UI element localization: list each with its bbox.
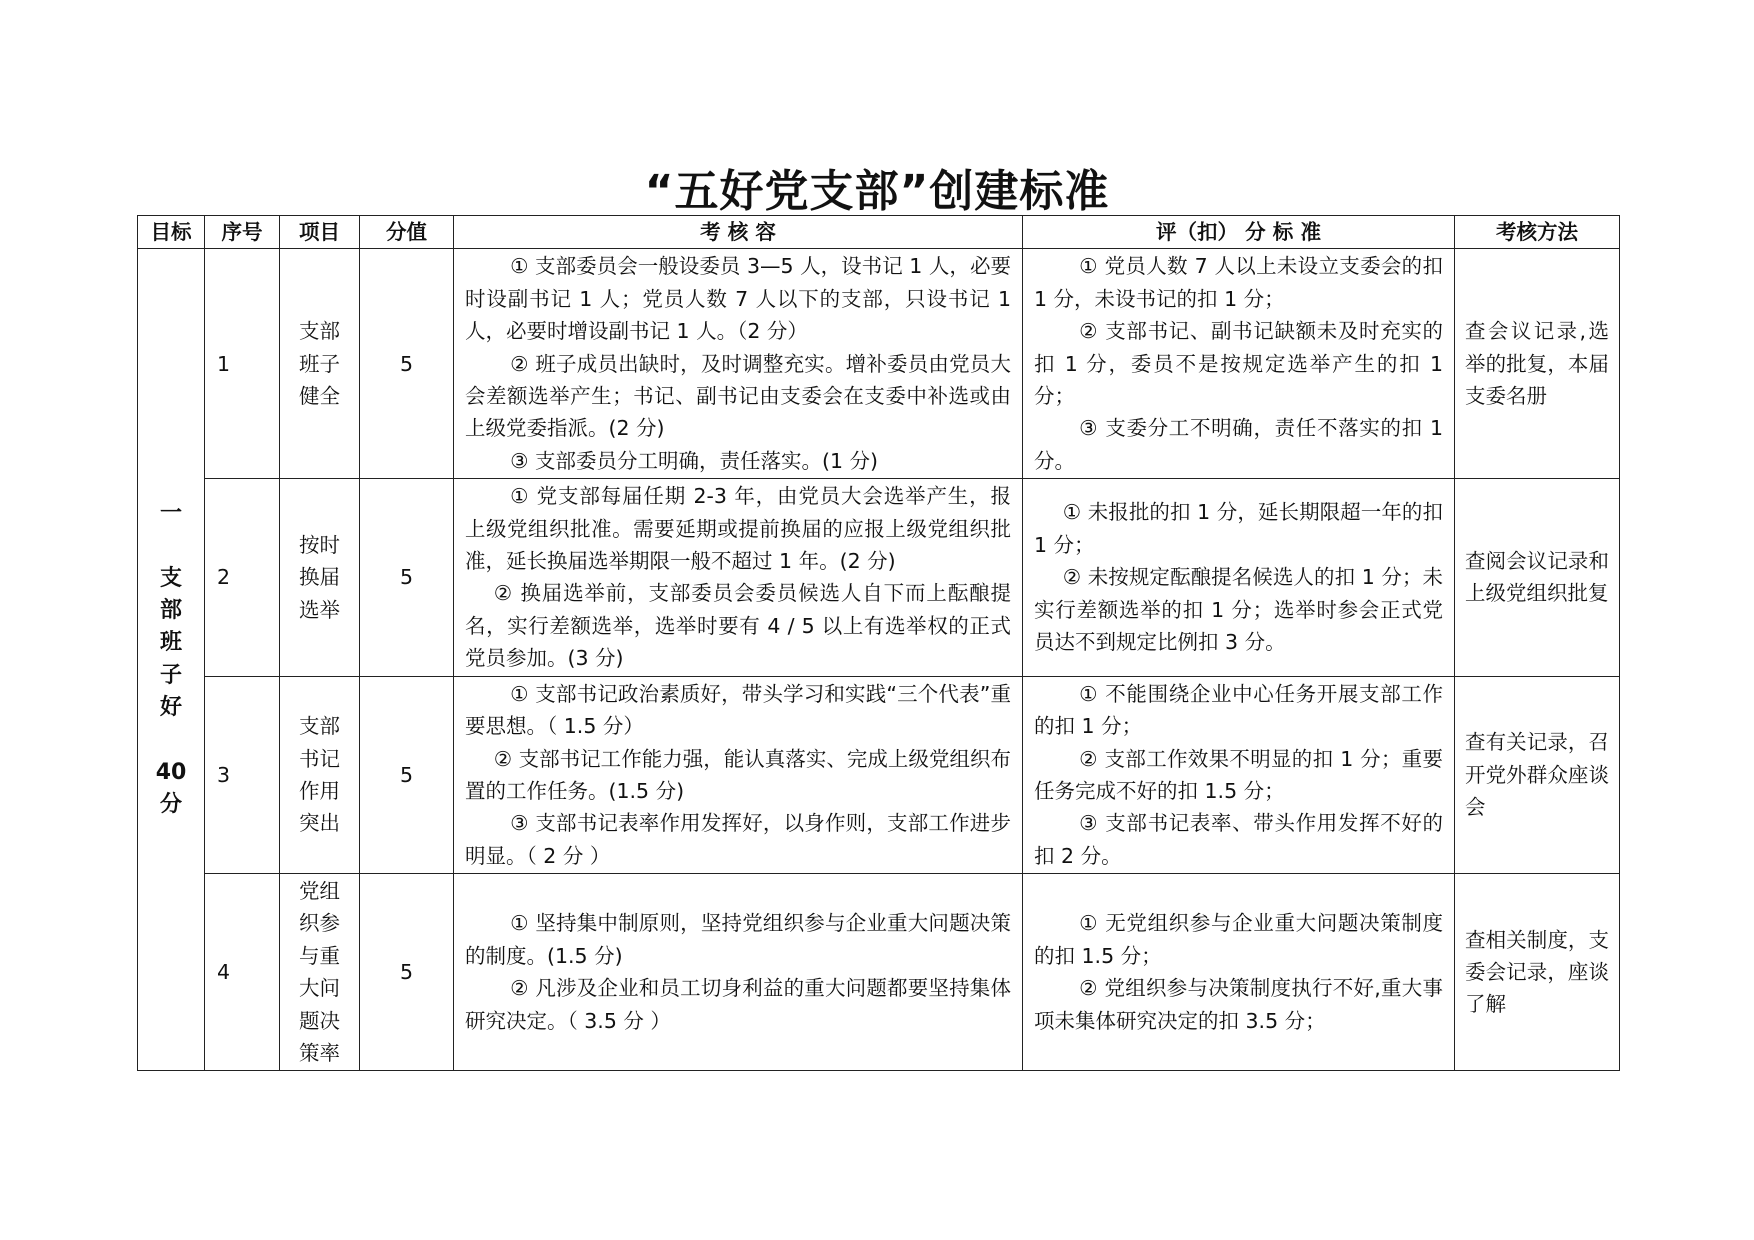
deduction-clause: ③ 支委分工不明确，责任不落实的扣 1 分。 xyxy=(1034,416,1443,473)
score-cell: 5 xyxy=(360,874,454,1071)
deduction-cell xyxy=(1023,676,1455,873)
goal-char xyxy=(138,530,204,562)
seq-cell: 2 xyxy=(205,479,280,676)
content-clause: ② 班子成员出缺时，及时调整充实。增补委员由党员大会差额选举产生；书记、副书记由支委会在支委中补选或由上级党委指派。(2 分) xyxy=(465,351,1011,441)
table-row xyxy=(138,479,1620,676)
deduction-clause: ① 不能围绕企业中心任务开展支部工作的扣 1 分； xyxy=(1034,681,1443,739)
item-cell xyxy=(280,249,360,479)
item-line: 支部 xyxy=(299,319,340,344)
content-clause: ③ 支部书记表率作用发挥好，以身作则，支部工作进步明显。（ 2 分 ） xyxy=(465,811,1011,868)
content-cell xyxy=(454,874,1023,1071)
item-line: 按时 xyxy=(299,532,340,557)
deduction-clause: ② 支部工作效果不明显的扣 1 分；重要任务完成不好的扣 1.5 分； xyxy=(1034,746,1443,803)
content-cell xyxy=(454,676,1023,873)
goal-char: 班 xyxy=(159,630,182,656)
deduction-clause: ② 党组织参与决策制度执行不好,重大事项未集体研究决定的扣 3.5 分； xyxy=(1034,976,1443,1033)
deduction-clause: ① 未报批的扣 1 分，延长期限超一年的扣 1 分； xyxy=(1034,500,1443,557)
deduction-clause: ② 未按规定酝酿提名候选人的扣 1 分；未实行差额选举的扣 1 分；选举时参会正式党员达不到规定比例扣 3 分。 xyxy=(1034,565,1443,655)
deduction-clause: ③ 支部书记表率、带头作用发挥不好的扣 2 分。 xyxy=(1034,811,1443,868)
item-cell xyxy=(280,479,360,676)
item-line: 党组 xyxy=(299,878,340,903)
goal-char: 一 xyxy=(159,500,182,526)
content-clause: ② 凡涉及企业和员工切身利益的重大问题都要坚持集体研究决定。（ 3.5 分 ） xyxy=(465,976,1011,1033)
header-seq: 序号 xyxy=(205,216,280,249)
deduction-clause: ② 支部书记、副书记缺额未及时充实的扣 1 分，委员不是按规定选举产生的扣 1 分； xyxy=(1034,319,1443,409)
goal-char: 子 xyxy=(159,662,182,688)
content-clause: ② 换届选举前，支部委员会委员候选人自下而上酝酿提名，实行差额选举，选举时要有 4 / 5 以上有选举权的正式党员参加。(3 分) xyxy=(465,581,1011,671)
standards-table xyxy=(137,215,1620,1071)
item-line: 突出 xyxy=(299,811,340,836)
deduction-clause: ① 无党组织参与企业重大问题决策制度的扣 1.5 分； xyxy=(1034,911,1443,968)
header-content: 考 核 容 xyxy=(454,216,1023,249)
item-line: 换届 xyxy=(299,565,340,590)
item-line: 选举 xyxy=(299,597,340,622)
item-cell xyxy=(280,874,360,1071)
method-cell: 查有关记录，召开党外群众座谈会 xyxy=(1455,676,1620,873)
item-line: 织参 xyxy=(299,911,340,936)
seq-cell: 1 xyxy=(205,249,280,479)
goal-char: 好 xyxy=(159,695,182,721)
item-line: 书记 xyxy=(299,746,340,771)
goal-char: 支 xyxy=(159,565,182,591)
seq-cell: 3 xyxy=(205,676,280,873)
deduction-cell xyxy=(1023,249,1455,479)
deduction-clause: ① 党员人数 7 人以上未设立支委会的扣 1 分，未设书记的扣 1 分； xyxy=(1034,254,1443,311)
item-line: 健全 xyxy=(299,384,340,409)
item-line: 支部 xyxy=(299,714,340,739)
item-line: 作用 xyxy=(299,778,340,803)
header-item: 项目 xyxy=(280,216,360,249)
score-cell: 5 xyxy=(360,479,454,676)
item-line: 策率 xyxy=(299,1040,340,1065)
method-cell: 查相关制度，支委会记录，座谈了解 xyxy=(1455,874,1620,1071)
table-row xyxy=(138,676,1620,873)
goal-char xyxy=(138,725,204,757)
header-row xyxy=(138,216,1620,249)
deduction-cell xyxy=(1023,479,1455,676)
page-title: “五好党支部”创建标准 xyxy=(644,166,1110,217)
content-clause: ① 支部书记政治素质好，带头学习和实践“三个代表”重要思想。（ 1.5 分） xyxy=(465,681,1011,739)
content-clause: ① 支部委员会一般设委员 3—5 人，设书记 1 人，必要时设副书记 1 人；党员人数 7 人以下的支部，只设书记 1 人，必要时增设副书记 1 人。（2 分） xyxy=(465,254,1011,344)
header-method: 考核方法 xyxy=(1455,216,1620,249)
table-row xyxy=(138,874,1620,1071)
item-line: 班子 xyxy=(299,351,340,376)
goal-cell xyxy=(138,249,205,1071)
score-cell: 5 xyxy=(360,249,454,479)
item-line: 大问 xyxy=(299,976,340,1001)
goal-char: 部 xyxy=(159,597,182,623)
content-cell xyxy=(454,479,1023,676)
item-cell xyxy=(280,676,360,873)
content-clause: ② 支部书记工作能力强，能认真落实、完成上级党组织布置的工作任务。(1.5 分) xyxy=(465,746,1011,803)
method-cell: 查会议记录,选举的批复，本届支委名册 xyxy=(1455,249,1620,479)
content-clause: ① 党支部每届任期 2-3 年，由党员大会选举产生，报上级党组织批准。需要延期或提前换届的应报上级党组织批准，延长换届选举期限一般不超过 1 年。(2 分) xyxy=(465,484,1011,574)
seq-cell: 4 xyxy=(205,874,280,1071)
content-clause: ① 坚持集中制原则，坚持党组织参与企业重大问题决策的制度。(1.5 分) xyxy=(465,911,1011,968)
header-deduction: 评（扣） 分 标 准 xyxy=(1023,216,1455,249)
header-goal: 目标 xyxy=(138,216,205,249)
content-cell xyxy=(454,249,1023,479)
score-cell: 5 xyxy=(360,676,454,873)
method-cell: 查阅会议记录和上级党组织批复 xyxy=(1455,479,1620,676)
table-row xyxy=(138,249,1620,479)
content-clause: ③ 支部委员分工明确，责任落实。(1 分) xyxy=(510,448,879,473)
deduction-cell xyxy=(1023,874,1455,1071)
item-line: 与重 xyxy=(299,943,340,968)
goal-char: 分 xyxy=(159,792,182,818)
goal-char: 40 xyxy=(155,759,187,785)
header-score: 分值 xyxy=(360,216,454,249)
item-line: 题决 xyxy=(299,1008,340,1033)
